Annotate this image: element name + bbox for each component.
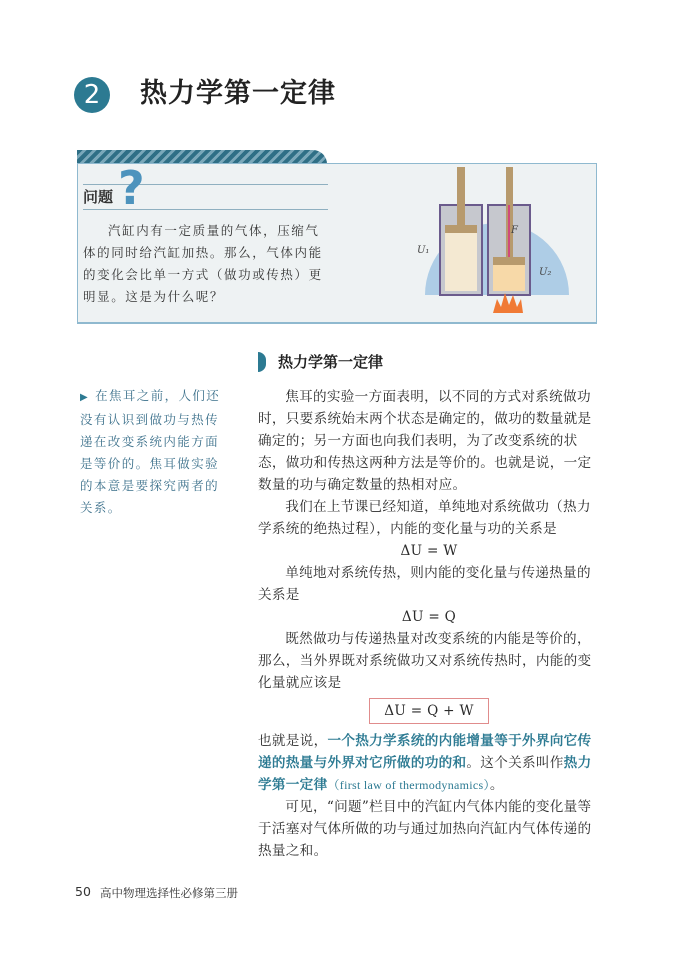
equation: ΔU = W <box>400 543 458 559</box>
body-text <box>258 386 600 862</box>
equation: ΔU = Q <box>401 609 457 625</box>
text: 。这个关系叫作 <box>466 755 564 771</box>
paragraph: 可见，“问题”栏目中的汽缸内气体内能的变化量等于活塞对气体所做的功与通过加热向汽缸内气体传递的热量之和。 <box>258 799 592 859</box>
cylinder-figure <box>395 165 595 317</box>
question-mark-icon: ? <box>118 161 145 215</box>
term-highlight: 热力学第一定律 <box>258 755 592 793</box>
side-note <box>80 385 232 519</box>
question-label: 问题 <box>83 188 114 206</box>
paragraph: 我们在上节课已经知道，单纯地对系统做功（热力学系统的绝热过程），内能的变化量与功的关系是 <box>258 499 591 537</box>
label-f: F <box>511 225 518 236</box>
question-box-header-stripe <box>77 150 327 164</box>
paragraph: 焦耳的实验一方面表明，以不同的方式对系统做功时，只要系统始末两个状态是确定的，做功的数量就是确定的；另一方面也向我们表明，为了改变系统的状态，做功和传热这两种方法是等价的。也就是说，一定数量的功与确定数量的热相对应。 <box>258 389 592 493</box>
equation-boxed <box>258 694 600 730</box>
section-title: 热力学第一定律 <box>278 353 384 371</box>
triangle-bullet-icon: ▶ <box>80 392 90 403</box>
page-title: 热力学第一定律 <box>140 78 336 109</box>
paragraph: 既然做功与传递热量对改变系统的内能是等价的，那么，当外界既对系统做功又对系统传热时，内能的变化量就应该是 <box>258 631 592 691</box>
first-law-equation: ΔU = Q + W <box>369 698 488 724</box>
page-number: 50 <box>75 884 91 899</box>
side-note-text: 在焦耳之前，人们还没有认识到做功与热传递在改变系统内能方面是等价的。焦耳做实验的本意是要探究两者的关系。 <box>80 388 221 515</box>
paragraph: 单纯地对系统传热，则内能的变化量与传递热量的关系是 <box>258 565 591 603</box>
question-text: 汽缸内有一定质量的气体，压缩气体的同时给汽缸加热。那么，气体内能的变化会比单一方式（做功或传热）更明显。这是为什么呢？ <box>83 223 323 304</box>
book-title: 高中物理选择性必修第三册 <box>100 886 238 900</box>
section-number-badge: 2 <box>74 77 110 113</box>
english-term: （first law of thermodynamics） <box>327 778 490 792</box>
section-marker-icon <box>258 352 266 372</box>
paragraph <box>258 730 600 796</box>
text: 也就是说， <box>258 733 328 749</box>
text: 。 <box>489 777 504 793</box>
label-u1: U₁ <box>417 245 430 256</box>
label-u2: U₂ <box>539 267 552 278</box>
highlight-text: 一个热力学系统的内能增量等于外界向它传递的热量与外界对它所做的功的和 <box>258 733 592 771</box>
